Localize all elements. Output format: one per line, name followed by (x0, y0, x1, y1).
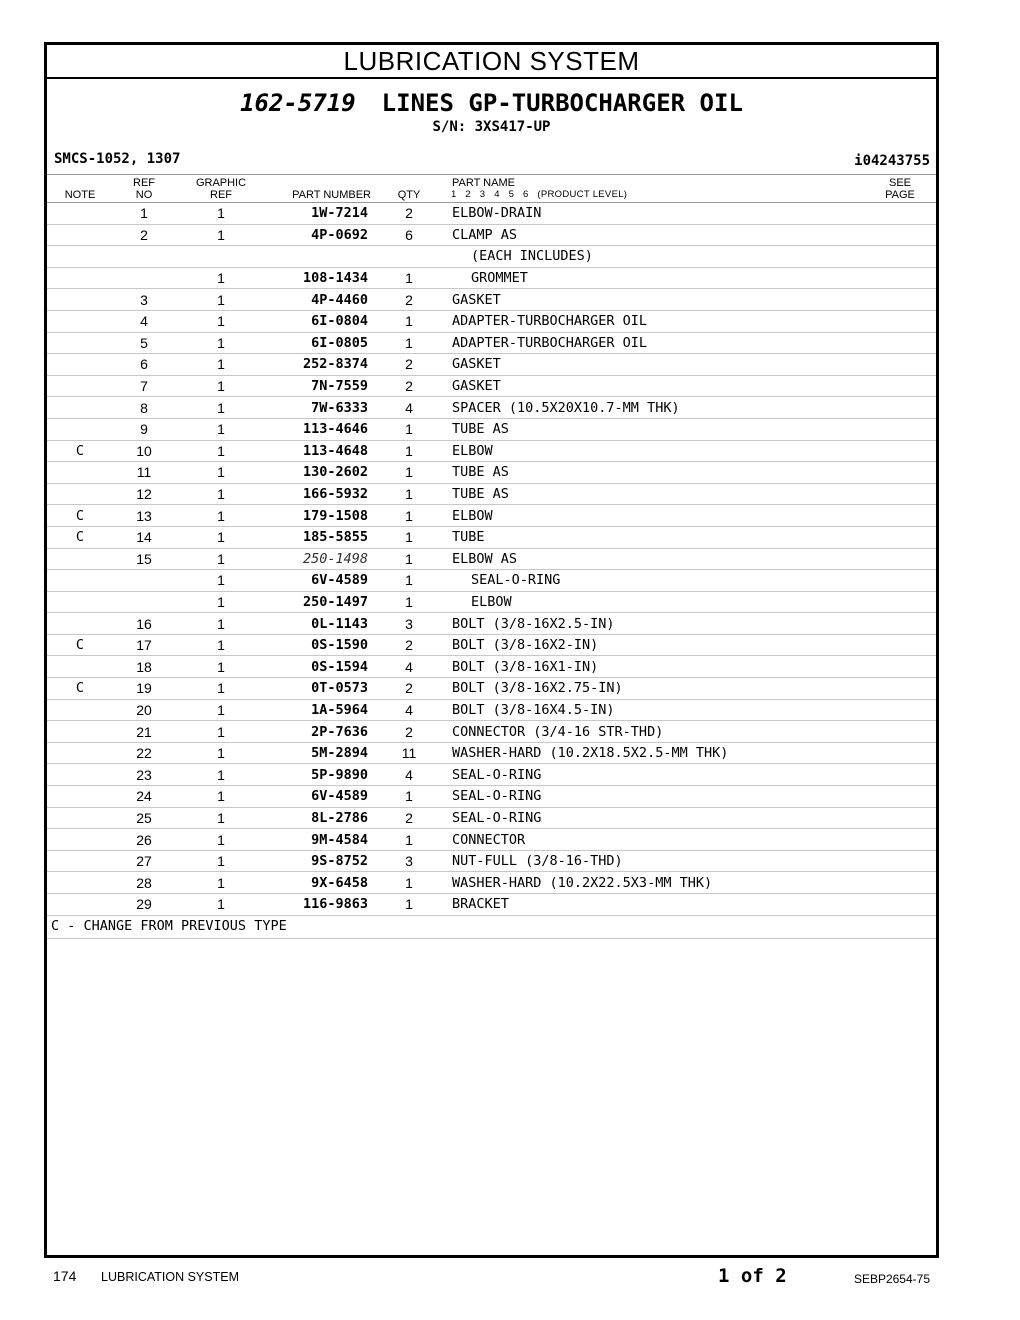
part-name-cell: CLAMP AS (450, 224, 876, 246)
see-page-cell (876, 375, 936, 397)
part-number-cell[interactable]: 9S-8752 (267, 850, 368, 872)
ref-no-cell: 18 (113, 656, 175, 678)
qty-cell: 11 (368, 742, 450, 764)
table-row (47, 850, 936, 872)
note-cell (47, 591, 113, 613)
graphic-ref-cell: 1 (175, 526, 267, 548)
parts-table (47, 203, 936, 916)
col-graphic-bottom: REF (210, 189, 232, 201)
see-page-cell (876, 570, 936, 592)
note-cell (47, 764, 113, 786)
group-name: LINES GP-TURBOCHARGER OIL (381, 89, 743, 117)
graphic-ref-cell: 1 (175, 375, 267, 397)
graphic-ref-cell: 1 (175, 656, 267, 678)
part-number-cell[interactable]: 116-9863 (267, 894, 368, 916)
qty-cell: 1 (368, 548, 450, 570)
part-number-cell[interactable]: 1W-7214 (267, 203, 368, 224)
table-row (47, 807, 936, 829)
part-number-cell[interactable]: 179-1508 (267, 505, 368, 527)
group-header (47, 79, 936, 175)
graphic-ref-cell: 1 (175, 591, 267, 613)
part-name-cell: ELBOW AS (450, 548, 876, 570)
part-number-cell[interactable]: 6I-0805 (267, 332, 368, 354)
note-cell (47, 656, 113, 678)
note-cell (47, 850, 113, 872)
serial-range: S/N: 3XS417-UP (432, 119, 551, 135)
part-name-cell: ELBOW (450, 440, 876, 462)
ref-no-cell: 29 (113, 894, 175, 916)
table-row (47, 526, 936, 548)
graphic-ref-cell: 1 (175, 872, 267, 894)
part-number-cell[interactable]: 108-1434 (267, 267, 368, 289)
note-cell (47, 570, 113, 592)
table-row (47, 764, 936, 786)
see-page-cell (876, 397, 936, 419)
part-number-cell[interactable]: 166-5932 (267, 483, 368, 505)
illustration-id: i04243755 (854, 153, 930, 169)
qty-cell: 6 (368, 224, 450, 246)
part-name-cell: SEAL-O-RING (450, 764, 876, 786)
ref-no-cell: 7 (113, 375, 175, 397)
note-cell (47, 246, 113, 268)
note-cell (47, 354, 113, 376)
qty-cell: 2 (368, 289, 450, 311)
ref-no-cell: 15 (113, 548, 175, 570)
part-number-cell[interactable]: 9M-4584 (267, 829, 368, 851)
see-page-cell (876, 721, 936, 743)
qty-cell: 4 (368, 699, 450, 721)
part-name-cell: GASKET (450, 289, 876, 311)
table-row (47, 246, 936, 268)
part-number-cell[interactable]: 0T-0573 (267, 678, 368, 700)
col-see-top: SEE (888, 177, 911, 189)
part-name-cell: ELBOW-DRAIN (450, 203, 876, 224)
see-page-cell (876, 742, 936, 764)
qty-cell: 1 (368, 462, 450, 484)
note-cell (47, 267, 113, 289)
table-row (47, 678, 936, 700)
ref-no-cell (113, 267, 175, 289)
ref-no-cell: 5 (113, 332, 175, 354)
part-number-cell[interactable]: 185-5855 (267, 526, 368, 548)
see-page-cell (876, 634, 936, 656)
col-ref-top: REF (133, 177, 155, 189)
see-page-cell (876, 872, 936, 894)
part-name-cell: SPACER (10.5X20X10.7-MM THK) (450, 397, 876, 419)
qty-cell: 3 (368, 850, 450, 872)
see-page-cell (876, 462, 936, 484)
qty-cell: 1 (368, 829, 450, 851)
see-page-cell (876, 332, 936, 354)
ref-no-cell: 6 (113, 354, 175, 376)
note-cell (47, 699, 113, 721)
table-row (47, 591, 936, 613)
table-row (47, 872, 936, 894)
graphic-ref-cell: 1 (175, 742, 267, 764)
note-cell (47, 894, 113, 916)
part-name-cell: TUBE AS (450, 462, 876, 484)
ref-no-cell (113, 591, 175, 613)
note-cell (47, 613, 113, 635)
see-page-cell (876, 656, 936, 678)
part-name-cell: ELBOW (450, 505, 876, 527)
col-product-levels: 1 2 3 4 5 6 (PRODUCT LEVEL) (451, 189, 628, 200)
part-number-cell[interactable]: 252-8374 (267, 354, 368, 376)
table-row (47, 440, 936, 462)
part-number-cell[interactable]: 7W-6333 (267, 397, 368, 419)
page-of-count: 1 of 2 (718, 1265, 787, 1287)
part-name-cell: ELBOW (450, 591, 876, 613)
ref-no-cell: 24 (113, 786, 175, 808)
part-number-cell[interactable]: 5P-9890 (267, 764, 368, 786)
part-number-cell[interactable]: 250-1498 (267, 548, 368, 570)
part-number-cell[interactable]: 7N-7559 (267, 375, 368, 397)
part-number-cell[interactable]: 113-4646 (267, 418, 368, 440)
note-cell (47, 418, 113, 440)
graphic-ref-cell: 1 (175, 678, 267, 700)
ref-no-cell: 23 (113, 764, 175, 786)
column-headers (47, 175, 936, 203)
part-number-cell[interactable]: 6V-4589 (267, 570, 368, 592)
ref-no-cell: 14 (113, 526, 175, 548)
qty-cell (368, 246, 450, 268)
footnote: C - CHANGE FROM PREVIOUS TYPE (47, 916, 936, 939)
note-cell (47, 872, 113, 894)
part-number-cell[interactable]: 6I-0804 (267, 310, 368, 332)
part-name-cell: BOLT (3/8-16X1-IN) (450, 656, 876, 678)
qty-cell: 2 (368, 721, 450, 743)
col-graphic-top: GRAPHIC (195, 177, 247, 189)
part-name-cell: GASKET (450, 375, 876, 397)
note-cell (47, 310, 113, 332)
see-page-cell (876, 807, 936, 829)
note-cell (47, 721, 113, 743)
graphic-ref-cell: 1 (175, 570, 267, 592)
page-number: 174 (53, 1268, 77, 1284)
qty-cell: 1 (368, 526, 450, 548)
col-ref-bottom: NO (135, 189, 153, 201)
ref-no-cell: 4 (113, 310, 175, 332)
ref-no-cell: 2 (113, 224, 175, 246)
ref-no-cell: 8 (113, 397, 175, 419)
see-page-cell (876, 203, 936, 224)
part-number-cell[interactable]: 4P-0692 (267, 224, 368, 246)
graphic-ref-cell: 1 (175, 203, 267, 224)
see-page-cell (876, 267, 936, 289)
table-row (47, 354, 936, 376)
table-row (47, 634, 936, 656)
note-cell (47, 203, 113, 224)
ref-no-cell: 1 (113, 203, 175, 224)
graphic-ref-cell: 1 (175, 807, 267, 829)
table-row (47, 483, 936, 505)
part-name-cell: GROMMET (450, 267, 876, 289)
note-cell (47, 742, 113, 764)
table-row (47, 418, 936, 440)
graphic-ref-cell: 1 (175, 894, 267, 916)
part-name-cell: CONNECTOR (450, 829, 876, 851)
see-page-cell (876, 678, 936, 700)
note-cell (47, 332, 113, 354)
graphic-ref-cell: 1 (175, 310, 267, 332)
qty-cell: 1 (368, 267, 450, 289)
qty-cell: 1 (368, 418, 450, 440)
qty-cell: 1 (368, 786, 450, 808)
part-number-cell[interactable]: 113-4648 (267, 440, 368, 462)
part-number-cell (267, 246, 368, 268)
table-row (47, 267, 936, 289)
note-cell (47, 548, 113, 570)
graphic-ref-cell: 1 (175, 354, 267, 376)
see-page-cell (876, 591, 936, 613)
note-cell (47, 483, 113, 505)
see-page-cell (876, 850, 936, 872)
page-footer (0, 1262, 1020, 1292)
part-name-cell: ADAPTER-TURBOCHARGER OIL (450, 332, 876, 354)
graphic-ref-cell: 1 (175, 764, 267, 786)
graphic-ref-cell (175, 246, 267, 268)
table-row (47, 721, 936, 743)
part-name-cell: ADAPTER-TURBOCHARGER OIL (450, 310, 876, 332)
ref-no-cell: 20 (113, 699, 175, 721)
table-row (47, 699, 936, 721)
ref-no-cell: 19 (113, 678, 175, 700)
note-cell (47, 289, 113, 311)
graphic-ref-cell: 1 (175, 267, 267, 289)
graphic-ref-cell: 1 (175, 634, 267, 656)
table-row (47, 375, 936, 397)
see-page-cell (876, 505, 936, 527)
table-row (47, 332, 936, 354)
table-row (47, 462, 936, 484)
ref-no-cell: 27 (113, 850, 175, 872)
part-number-cell[interactable]: 4P-4460 (267, 289, 368, 311)
qty-cell: 1 (368, 591, 450, 613)
qty-cell: 1 (368, 440, 450, 462)
see-page-cell (876, 354, 936, 376)
part-number-cell[interactable]: 0S-1594 (267, 656, 368, 678)
part-name-cell: TUBE (450, 526, 876, 548)
part-name-cell: WASHER-HARD (10.2X18.5X2.5-MM THK) (450, 742, 876, 764)
part-number-cell[interactable]: 6V-4589 (267, 786, 368, 808)
part-number-cell[interactable]: 250-1497 (267, 591, 368, 613)
graphic-ref-cell: 1 (175, 613, 267, 635)
table-row (47, 397, 936, 419)
footer-section: LUBRICATION SYSTEM (101, 1270, 239, 1284)
note-cell: C (47, 634, 113, 656)
part-number-cell[interactable]: 9X-6458 (267, 872, 368, 894)
see-page-cell (876, 829, 936, 851)
graphic-ref-cell: 1 (175, 332, 267, 354)
note-cell (47, 224, 113, 246)
ref-no-cell: 17 (113, 634, 175, 656)
ref-no-cell: 22 (113, 742, 175, 764)
qty-cell: 2 (368, 634, 450, 656)
ref-no-cell: 16 (113, 613, 175, 635)
see-page-cell (876, 786, 936, 808)
part-name-cell: SEAL-O-RING (450, 570, 876, 592)
part-name-cell: NUT-FULL (3/8-16-THD) (450, 850, 876, 872)
graphic-ref-cell: 1 (175, 699, 267, 721)
parts-page-frame (44, 42, 939, 1258)
graphic-ref-cell: 1 (175, 721, 267, 743)
col-part-number: PART NUMBER (292, 189, 371, 201)
table-row (47, 505, 936, 527)
see-page-cell (876, 440, 936, 462)
see-page-cell (876, 246, 936, 268)
note-cell (47, 462, 113, 484)
table-row (47, 786, 936, 808)
table-row (47, 224, 936, 246)
part-number-cell[interactable]: 0S-1590 (267, 634, 368, 656)
graphic-ref-cell: 1 (175, 548, 267, 570)
qty-cell: 4 (368, 656, 450, 678)
graphic-ref-cell: 1 (175, 850, 267, 872)
smcs-codes: SMCS-1052, 1307 (54, 151, 181, 167)
see-page-cell (876, 526, 936, 548)
note-cell: C (47, 526, 113, 548)
ref-no-cell: 11 (113, 462, 175, 484)
part-name-cell: BOLT (3/8-16X2.75-IN) (450, 678, 876, 700)
see-page-cell (876, 894, 936, 916)
see-page-cell (876, 224, 936, 246)
qty-cell: 1 (368, 310, 450, 332)
see-page-cell (876, 613, 936, 635)
table-row (47, 894, 936, 916)
part-name-cell: SEAL-O-RING (450, 807, 876, 829)
ref-no-cell: 28 (113, 872, 175, 894)
note-cell (47, 829, 113, 851)
note-cell (47, 397, 113, 419)
group-part-number[interactable]: 162-5719 (240, 89, 356, 117)
graphic-ref-cell: 1 (175, 462, 267, 484)
table-row (47, 203, 936, 224)
part-name-cell: GASKET (450, 354, 876, 376)
qty-cell: 1 (368, 332, 450, 354)
qty-cell: 2 (368, 678, 450, 700)
col-part-name: PART NAME (452, 177, 515, 189)
note-cell (47, 786, 113, 808)
part-name-cell: TUBE AS (450, 418, 876, 440)
part-number-cell[interactable]: 1A-5964 (267, 699, 368, 721)
see-page-cell (876, 483, 936, 505)
see-page-cell (876, 548, 936, 570)
ref-no-cell (113, 570, 175, 592)
part-name-cell: BOLT (3/8-16X4.5-IN) (450, 699, 876, 721)
table-row (47, 829, 936, 851)
graphic-ref-cell: 1 (175, 418, 267, 440)
qty-cell: 1 (368, 872, 450, 894)
qty-cell: 4 (368, 764, 450, 786)
col-note: NOTE (64, 189, 96, 201)
ref-no-cell: 12 (113, 483, 175, 505)
table-row (47, 742, 936, 764)
section-title: LUBRICATION SYSTEM (47, 45, 936, 79)
qty-cell: 1 (368, 570, 450, 592)
qty-cell: 2 (368, 354, 450, 376)
media-number: SEBP2654-75 (853, 1272, 930, 1286)
note-cell (47, 375, 113, 397)
part-name-cell: TUBE AS (450, 483, 876, 505)
graphic-ref-cell: 1 (175, 829, 267, 851)
qty-cell: 4 (368, 397, 450, 419)
ref-no-cell: 10 (113, 440, 175, 462)
part-number-cell[interactable]: 0L-1143 (267, 613, 368, 635)
ref-no-cell: 13 (113, 505, 175, 527)
table-row (47, 656, 936, 678)
part-name-cell: BOLT (3/8-16X2.5-IN) (450, 613, 876, 635)
graphic-ref-cell: 1 (175, 440, 267, 462)
qty-cell: 3 (368, 613, 450, 635)
graphic-ref-cell: 1 (175, 397, 267, 419)
table-row (47, 570, 936, 592)
see-page-cell (876, 764, 936, 786)
note-cell: C (47, 440, 113, 462)
col-qty: QTY (397, 189, 421, 201)
part-name-cell: (EACH INCLUDES) (450, 246, 876, 268)
group-title (47, 88, 936, 118)
col-see-bottom: PAGE (885, 189, 915, 201)
part-name-cell: WASHER-HARD (10.2X22.5X3-MM THK) (450, 872, 876, 894)
ref-no-cell: 21 (113, 721, 175, 743)
part-number-cell[interactable]: 8L-2786 (267, 807, 368, 829)
ref-no-cell: 25 (113, 807, 175, 829)
note-cell: C (47, 678, 113, 700)
see-page-cell (876, 699, 936, 721)
ref-no-cell: 3 (113, 289, 175, 311)
note-cell: C (47, 505, 113, 527)
qty-cell: 1 (368, 894, 450, 916)
ref-no-cell: 26 (113, 829, 175, 851)
part-number-cell[interactable]: 2P-7636 (267, 721, 368, 743)
table-row (47, 548, 936, 570)
ref-no-cell: 9 (113, 418, 175, 440)
see-page-cell (876, 310, 936, 332)
graphic-ref-cell: 1 (175, 786, 267, 808)
graphic-ref-cell: 1 (175, 505, 267, 527)
see-page-cell (876, 418, 936, 440)
graphic-ref-cell: 1 (175, 224, 267, 246)
part-name-cell: SEAL-O-RING (450, 786, 876, 808)
qty-cell: 2 (368, 807, 450, 829)
qty-cell: 2 (368, 375, 450, 397)
ref-no-cell (113, 246, 175, 268)
part-name-cell: BOLT (3/8-16X2-IN) (450, 634, 876, 656)
graphic-ref-cell: 1 (175, 483, 267, 505)
table-row (47, 289, 936, 311)
qty-cell: 1 (368, 483, 450, 505)
table-row (47, 310, 936, 332)
see-page-cell (876, 289, 936, 311)
qty-cell: 1 (368, 505, 450, 527)
part-name-cell: BRACKET (450, 894, 876, 916)
part-number-cell[interactable]: 5M-2894 (267, 742, 368, 764)
graphic-ref-cell: 1 (175, 289, 267, 311)
part-name-cell: CONNECTOR (3/4-16 STR-THD) (450, 721, 876, 743)
qty-cell: 2 (368, 203, 450, 224)
note-cell (47, 807, 113, 829)
table-row (47, 613, 936, 635)
part-number-cell[interactable]: 130-2602 (267, 462, 368, 484)
